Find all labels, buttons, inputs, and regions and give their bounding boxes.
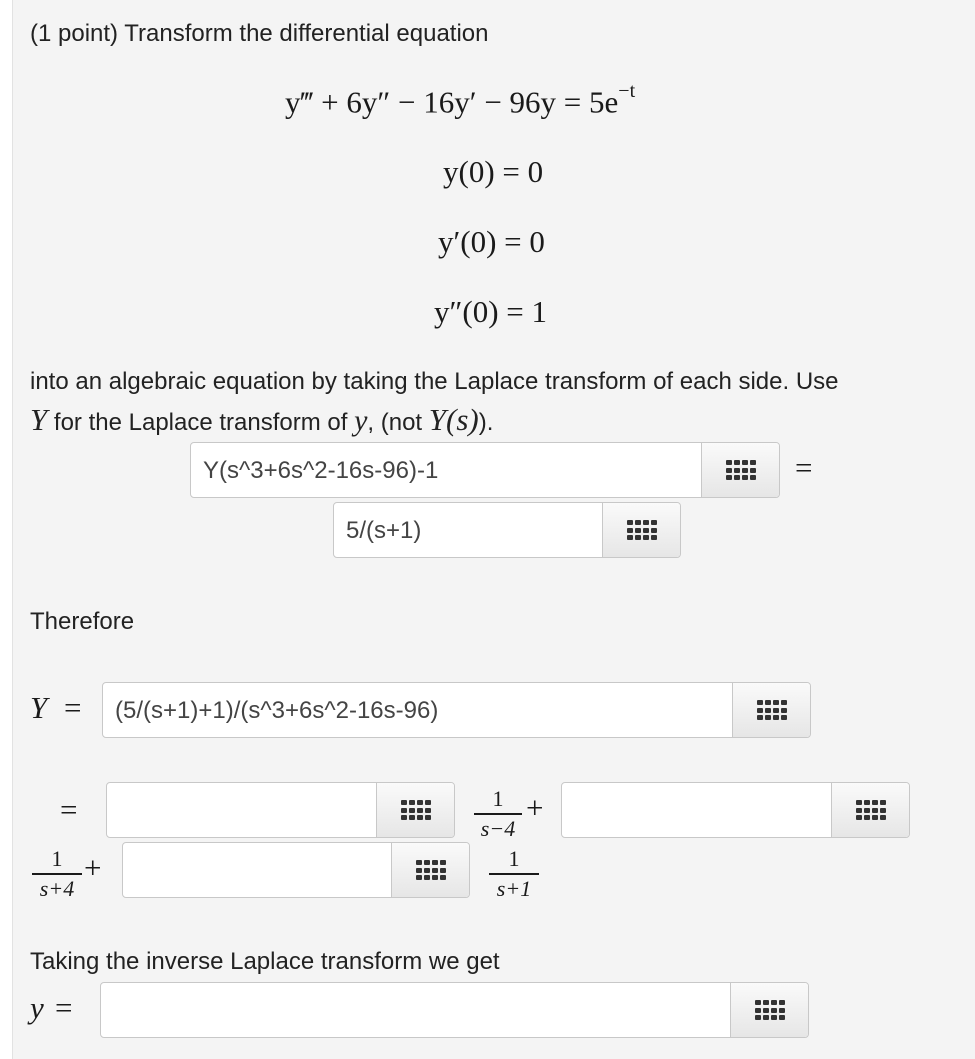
coefficient-1-editor-button[interactable] bbox=[376, 783, 454, 837]
instruction-line-2 bbox=[30, 402, 493, 438]
fraction-denominator: s+1 bbox=[496, 875, 532, 901]
y-answer-field[interactable] bbox=[100, 982, 809, 1038]
lhs-answer-value[interactable]: Y(s^3+6s^2-16s-96)-1 bbox=[203, 457, 439, 484]
fraction-1-over-s-minus-4 bbox=[474, 787, 522, 841]
fraction-bar bbox=[32, 873, 82, 875]
grid-icon bbox=[726, 460, 756, 480]
plus-sign: + bbox=[84, 850, 102, 885]
coefficient-3-field[interactable] bbox=[122, 842, 470, 898]
Y-of-s-symbol: Y(s) bbox=[428, 402, 479, 437]
inverse-transform-text: Taking the inverse Laplace transform we get bbox=[30, 948, 500, 975]
rhs-equation-editor-button[interactable] bbox=[602, 503, 680, 557]
Y-answer-value[interactable]: (5/(s+1)+1)/(s^3+6s^2-16s-96) bbox=[115, 697, 439, 724]
fraction-1-over-s-plus-4 bbox=[32, 847, 82, 901]
y-equation-editor-button[interactable] bbox=[730, 983, 808, 1037]
equals-sign: = bbox=[64, 690, 82, 725]
rhs-answer-value[interactable]: 5/(s+1) bbox=[346, 517, 422, 544]
rhs-answer-field[interactable] bbox=[333, 502, 681, 558]
Y-label: Y bbox=[30, 690, 48, 725]
ode-exponent: −t bbox=[618, 80, 636, 102]
y-symbol: y bbox=[354, 404, 368, 437]
initial-condition-y0: y(0) = 0 bbox=[443, 154, 544, 189]
equals-sign: = bbox=[55, 990, 73, 1025]
coefficient-2-editor-button[interactable] bbox=[831, 783, 909, 837]
initial-condition-y2: y″(0) = 1 bbox=[434, 294, 548, 329]
Y-answer-field[interactable] bbox=[102, 682, 811, 738]
grid-icon bbox=[757, 700, 787, 720]
instruction-text-b: for the Laplace transform of bbox=[47, 409, 355, 436]
lhs-answer-field[interactable] bbox=[190, 442, 780, 498]
grid-icon bbox=[755, 1000, 785, 1020]
ode-equation bbox=[285, 80, 636, 120]
equals-sign: = bbox=[795, 450, 813, 485]
fraction-numerator: 1 bbox=[492, 786, 504, 811]
grid-icon bbox=[627, 520, 657, 540]
fraction-bar bbox=[474, 813, 522, 815]
Y-symbol: Y bbox=[30, 402, 48, 437]
fraction-1-over-s-plus-1 bbox=[489, 847, 539, 901]
grid-icon bbox=[401, 800, 431, 820]
therefore-label: Therefore bbox=[30, 608, 135, 635]
coefficient-1-field[interactable] bbox=[106, 782, 455, 838]
fraction-bar bbox=[489, 873, 539, 875]
grid-icon bbox=[416, 860, 446, 880]
coefficient-3-editor-button[interactable] bbox=[391, 843, 469, 897]
initial-condition-y1: y′(0) = 0 bbox=[438, 224, 545, 259]
ode-main: y‴ + 6y″ − 16y′ − 96y = 5e bbox=[285, 84, 619, 120]
coefficient-2-field[interactable] bbox=[561, 782, 910, 838]
grid-icon bbox=[856, 800, 886, 820]
fraction-numerator: 1 bbox=[508, 846, 520, 871]
equals-sign: = bbox=[60, 792, 78, 827]
plus-sign: + bbox=[526, 790, 544, 825]
fraction-denominator: s−4 bbox=[480, 815, 516, 841]
y-label: y bbox=[30, 990, 44, 1025]
fraction-denominator: s+4 bbox=[39, 875, 75, 901]
lhs-equation-editor-button[interactable] bbox=[701, 443, 779, 497]
Y-equation-editor-button[interactable] bbox=[732, 683, 810, 737]
intro-text: (1 point) Transform the differential equation bbox=[30, 20, 489, 47]
instruction-text-f: ). bbox=[478, 409, 494, 436]
instruction-text-d: , (not bbox=[367, 409, 429, 436]
fraction-numerator: 1 bbox=[51, 846, 63, 871]
instruction-line-1: into an algebraic equation by taking the Laplace transform of each side. Use bbox=[30, 368, 839, 395]
